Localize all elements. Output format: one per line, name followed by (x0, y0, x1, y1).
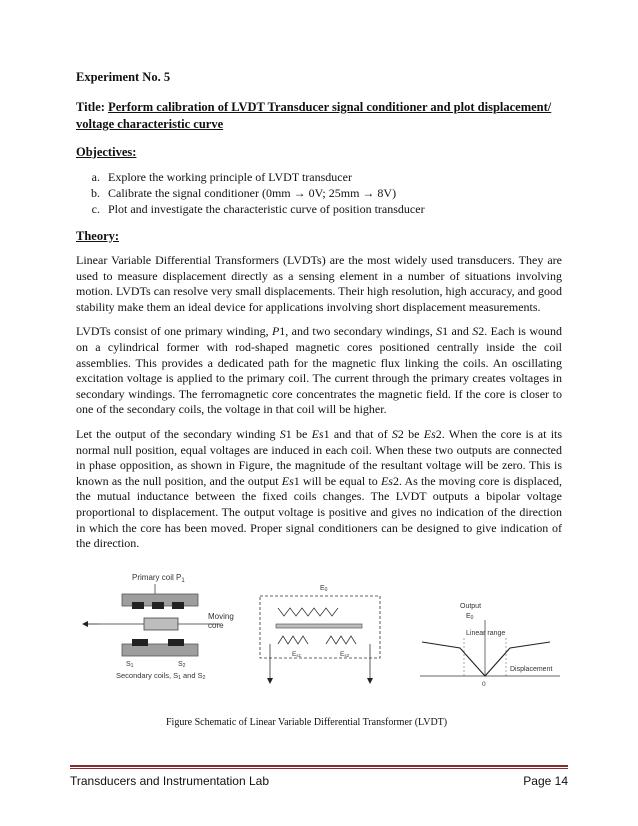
text-run: S (279, 426, 286, 441)
secondary-sub-1: 1 (178, 675, 181, 681)
footer-page-number: Page 14 (523, 774, 568, 788)
s1-label: S (126, 661, 131, 668)
objective-item: c. Plot and investigate the characteristic curve of position transducer (103, 201, 562, 217)
text-run: 1 and (442, 324, 473, 339)
primary-coil-sub: 1 (181, 578, 185, 584)
text-run: P (271, 324, 280, 339)
lvdt-circuit-diagram (260, 585, 380, 684)
theory-paragraph-3 (76, 427, 562, 552)
e0-sub: 0 (324, 587, 328, 593)
characteristic-curve (420, 603, 560, 688)
theory-paragraph-2 (76, 324, 562, 418)
text-run: Es (380, 473, 393, 488)
s2-sub: 2 (182, 663, 186, 669)
text-run: 1 will be equal to (293, 473, 381, 488)
es2-label: E (340, 651, 345, 658)
objectives-list (76, 169, 562, 217)
displacement-label: Displacement (510, 666, 553, 673)
text-run: S (391, 426, 398, 441)
core-label: core (208, 621, 224, 630)
title-prefix: Title: (76, 100, 109, 114)
e0-label: E (320, 585, 325, 592)
s2-label: S (178, 661, 183, 668)
main-content (76, 70, 562, 561)
objectives-heading: Objectives: (76, 145, 137, 159)
text-run: Es (311, 426, 324, 441)
theory-heading: Theory: (76, 229, 120, 243)
text-run: S (472, 324, 479, 339)
secondary-sub-2: 2 (202, 675, 206, 681)
output-e-label: E (466, 613, 471, 620)
experiment-number: Experiment No. 5 (76, 70, 171, 84)
svg-text:Primary coil P1 (132, 573, 185, 584)
lvdt-physical-diagram (82, 573, 234, 681)
objective-item: b. Calibrate the signal conditioner (0mm → 0V; 25mm → 8V) (103, 185, 562, 201)
secondary-label: Secondary coils, S (116, 671, 179, 680)
output-label: Output (460, 603, 482, 610)
text-run: 2 be (397, 426, 424, 441)
arrow-left-icon (82, 621, 88, 627)
text-run: 2. Each is wound on a cylindrical former with rod-shaped magnetic cores positioned centrally inside the coil assemblies. This provides a dedicated path for the magnetic flux linking the coils. An oscillating excitation voltage is applied to the primary coil. The current through the primary creates voltages in secondary windings. The ferromagnetic core concentrates the magnetic field. If the core is closer to one of the secondary coils, the voltage in that coil will be higher. (76, 324, 563, 417)
secondary-mid: and S (180, 671, 203, 680)
svg-text:Es2 (340, 651, 350, 658)
svg-text:S1 (126, 661, 134, 669)
objective-item: a. Explore the working principle of LVDT transducer (103, 169, 562, 185)
output-e-sub: 0 (470, 615, 474, 621)
es1-sub: s1 (296, 653, 302, 658)
es1-label: E (292, 651, 297, 658)
text-run: 2. When the core is at its normal null position, equal voltages are induced in each coil. When these two outputs are connected in phase opposition, as shown in Figure, the magnitude of the resultant voltage will be zero. This is known as the null position, and the output (76, 426, 563, 488)
text-run: 1 be (285, 426, 312, 441)
linear-range-label: Linear range (466, 630, 506, 637)
title-text: Perform calibration of LVDT Transducer signal conditioner and plot displacement/ voltage characteristic curve (76, 100, 552, 131)
primary-coil-label: Primary coil P (132, 573, 182, 582)
figure-caption: Figure Schematic of Linear Variable Differential Transformer (LVDT) (166, 717, 448, 728)
text-run: 2. As the moving core is displaced, the mutual inductance between the fixed coils changes. The LVDT outputs a bipolar voltage proportional to displacement. The output voltage is positive and gives no indication of the direction in which the core has been moved. Proper signal conditioners can be designed to give indication of the direction. (76, 473, 562, 551)
text-run: 1, and two secondary windings, (279, 324, 437, 339)
lvdt-schematic-figure (80, 570, 570, 690)
text-run: Let the output of the secondary winding (76, 426, 280, 441)
theory-paragraph-1: Linear Variable Differential Transformers (LVDTs) are the most widely used transducers. They are used to measure displacement directly as a sensing element in a number of situations involving motion. LVDTs can resolve very small displacements. Their high resolution, high accuracy, and good stability make them an ideal device for applications involving short displacement measurements. (76, 253, 562, 314)
es2-sub: s2 (344, 653, 350, 658)
s1-sub: 1 (130, 663, 134, 669)
text-run: 1 and that of (323, 426, 392, 441)
text-run: LVDTs consist of one primary winding, (76, 324, 272, 339)
zero-label: 0 (482, 681, 486, 688)
svg-text:E0 (320, 585, 328, 593)
moving-label: Moving (208, 612, 234, 621)
text-run: Es (281, 473, 294, 488)
footer-rule-thin (70, 768, 568, 769)
svg-text:E0 (466, 613, 474, 621)
svg-text:S2 (178, 661, 186, 669)
footer-rule (70, 765, 568, 767)
text-run: Es (423, 426, 436, 441)
footer-lab-name: Transducers and Instrumentation Lab (70, 774, 270, 788)
svg-text:Es1 (292, 651, 302, 658)
experiment-title (76, 99, 562, 133)
text-run: S (436, 324, 443, 339)
svg-text:Secondary coils, S1 and S2 (116, 671, 206, 681)
